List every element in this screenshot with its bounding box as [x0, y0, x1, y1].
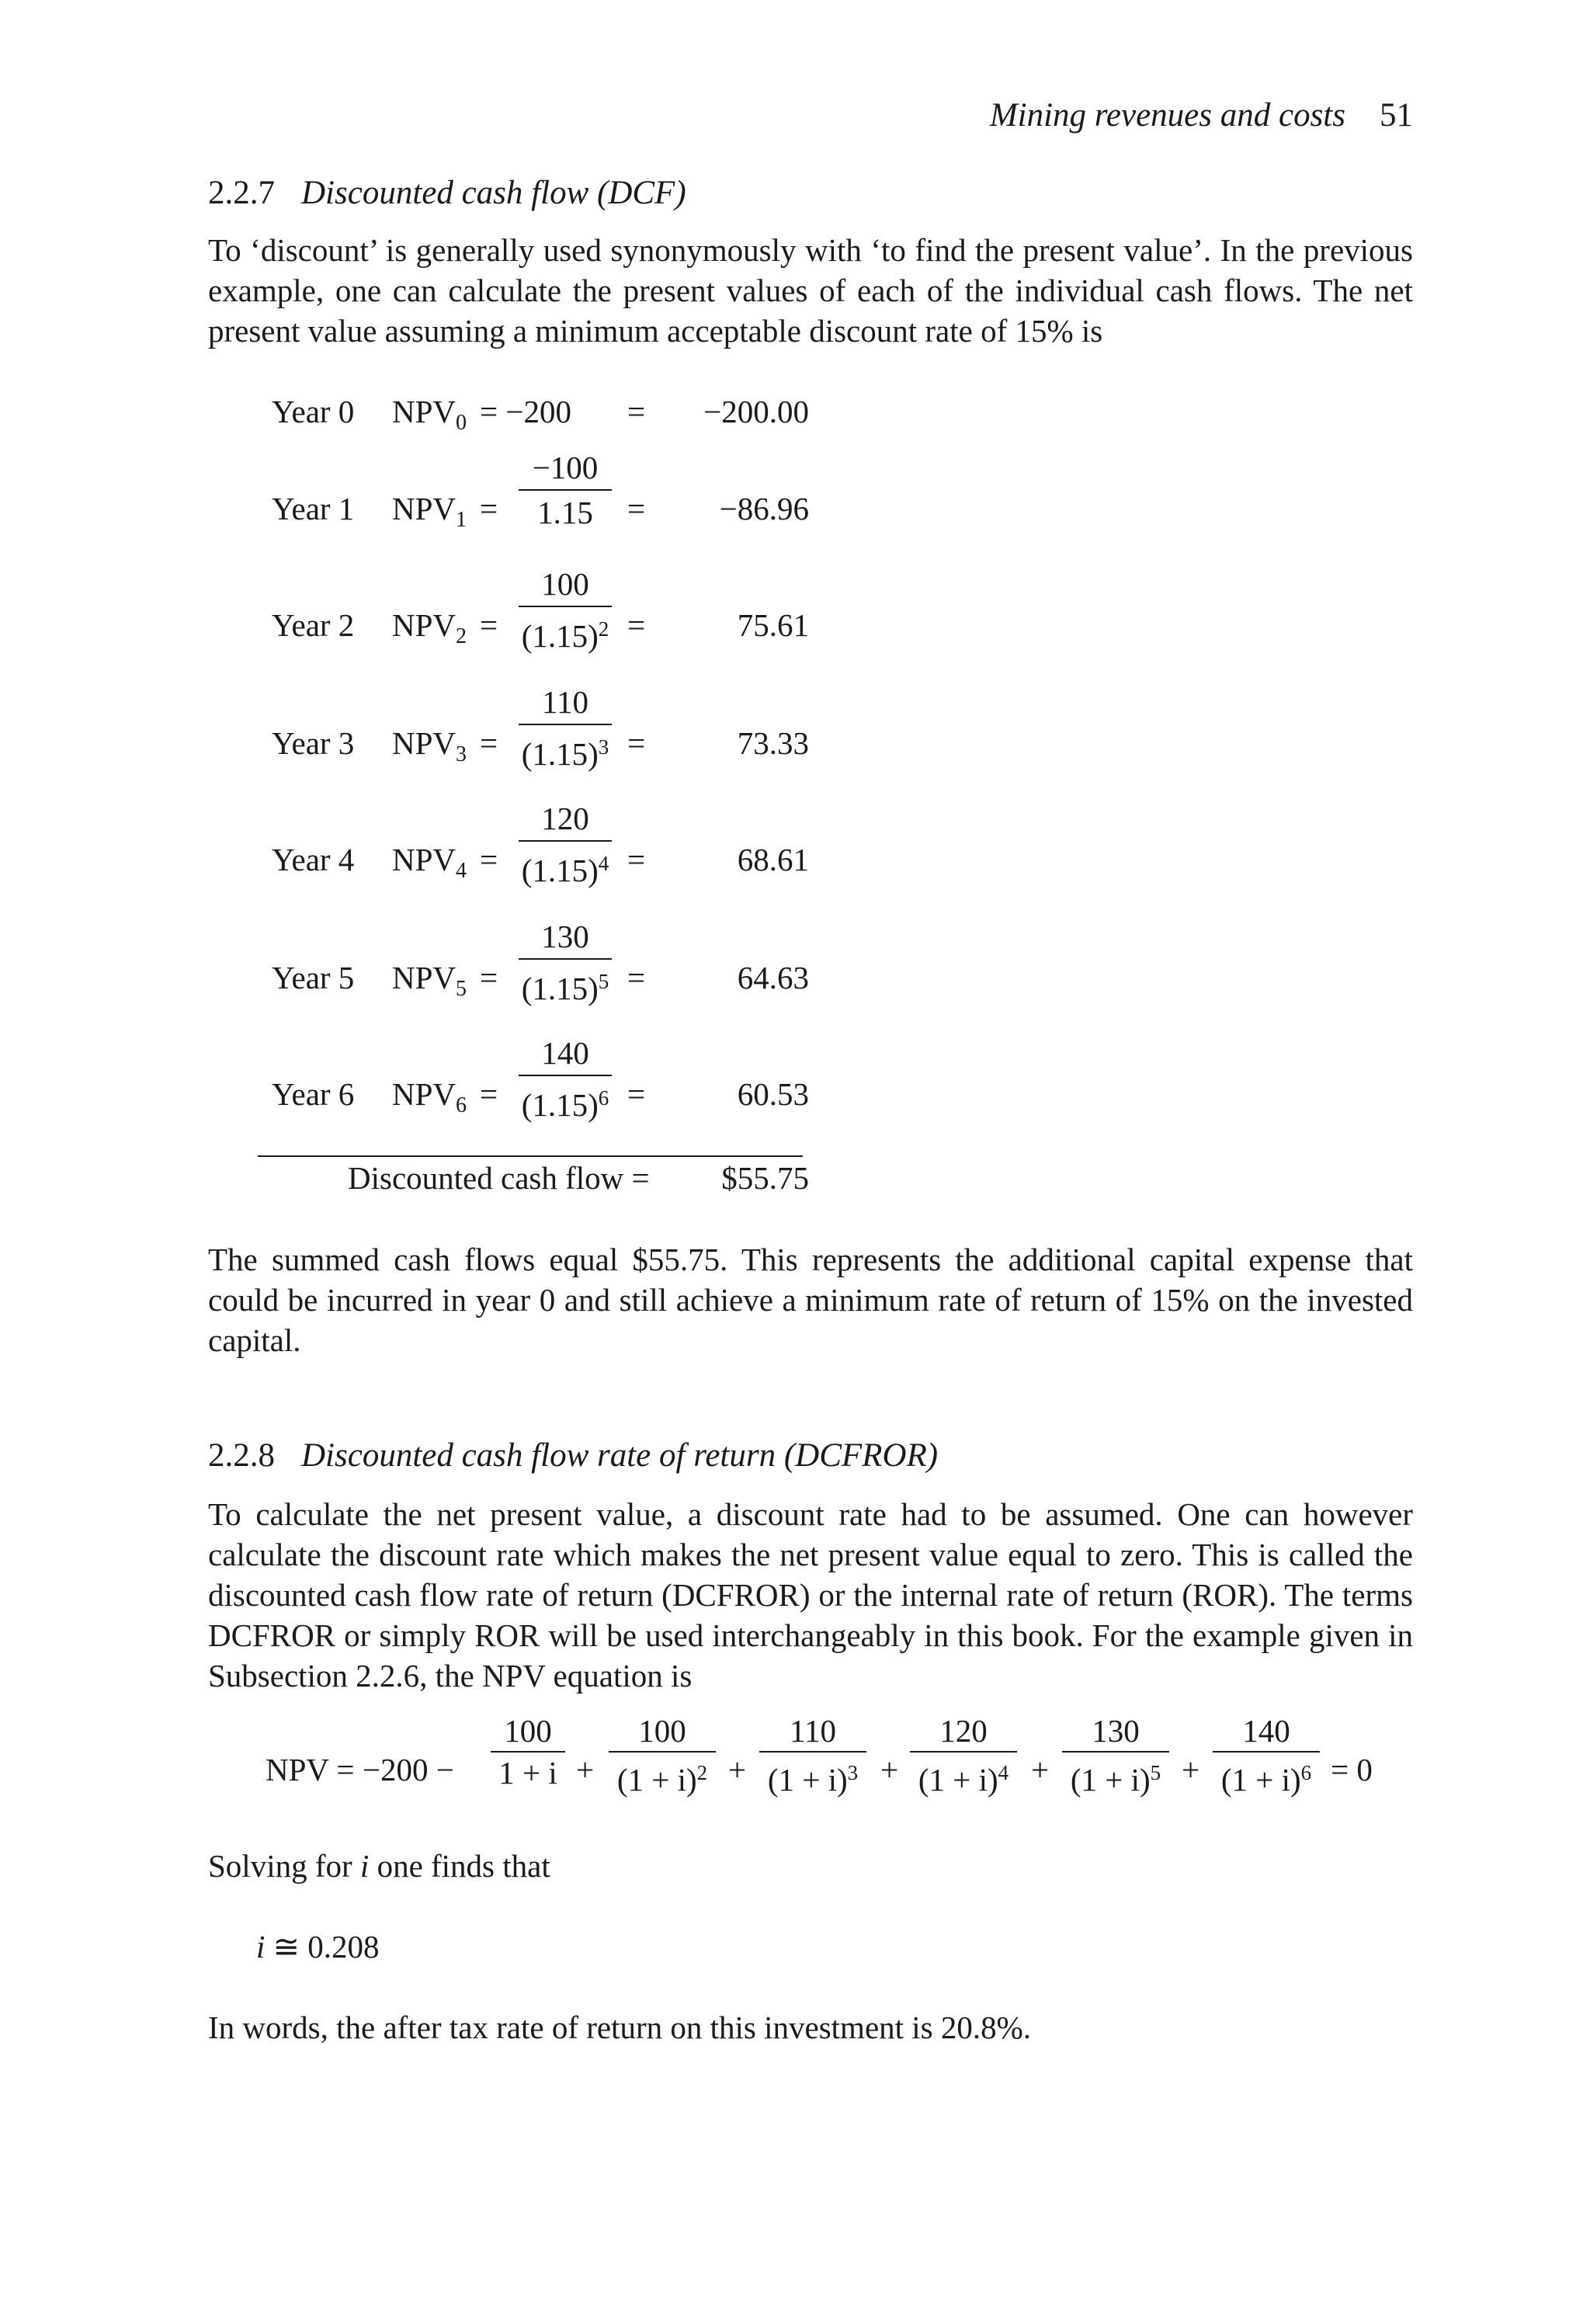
- plus-sign: +: [1182, 1752, 1200, 1787]
- fraction-numerator: 130: [541, 919, 589, 954]
- npv-term-fraction: [1062, 1711, 1169, 1799]
- row-year-label: Year 1: [272, 491, 355, 526]
- row-fraction: [519, 682, 612, 774]
- section-title: Discounted cash flow (DCF): [301, 175, 686, 211]
- fraction-numerator: −100: [532, 450, 599, 485]
- term-bar: [759, 1751, 866, 1753]
- term-numerator: 130: [1092, 1713, 1140, 1749]
- paragraph-dcf-intro: To ‘discount’ is generally used synonymously with ‘to find the present value’. In the previous example, one can calculate the present values of each of the individual cash flows. The net present value assuming a minimum acceptable discount rate of 15% is: [208, 232, 1413, 349]
- fraction-numerator: 110: [542, 684, 588, 720]
- term-numerator: 120: [939, 1713, 988, 1749]
- term-exponent: 5: [1150, 1761, 1161, 1784]
- row-npv-label: [392, 840, 467, 884]
- paragraph-summed: The summed cash flows equal $55.75. This represents the additional capital expense that could be incurred in year 0 and still achieve a minimum rate of return of 15% on the invested capital.: [208, 1242, 1413, 1358]
- denominator-exponent: 2: [598, 617, 609, 641]
- term-exponent: 2: [696, 1761, 708, 1784]
- fraction-denominator: (1.15): [521, 853, 599, 888]
- term-denominator: (1 + i): [1220, 1762, 1301, 1798]
- row-fraction: [519, 1033, 612, 1125]
- page-number: 51: [1380, 97, 1413, 134]
- npv-subscript: 0: [456, 411, 467, 436]
- row-equals-sign-2: =: [627, 725, 646, 761]
- table-total-rule: [258, 1155, 803, 1157]
- row-equals-sign-2: =: [627, 491, 646, 526]
- row-result: 73.33: [737, 725, 809, 761]
- row-equals-sign-2: =: [627, 1076, 646, 1112]
- npv-text: NPV: [392, 607, 457, 643]
- denominator-exponent: 4: [598, 852, 609, 875]
- term-numerator: 100: [504, 1713, 552, 1749]
- row-equals-sign: =: [480, 842, 498, 877]
- term-exponent: 6: [1300, 1761, 1312, 1784]
- term-bar: [491, 1751, 565, 1753]
- npv-term-fraction: [759, 1711, 866, 1799]
- denominator-exponent: 3: [598, 735, 609, 759]
- solution-value: ≅ 0.208: [273, 1929, 380, 1964]
- term-denominator: (1 + i): [767, 1762, 848, 1798]
- section-heading-2-2-8: [208, 1435, 938, 1477]
- fraction-denominator: (1.15): [521, 971, 599, 1006]
- row-fraction: [519, 447, 612, 533]
- row-result: −86.96: [719, 491, 809, 526]
- row-npv-label: [392, 392, 467, 436]
- row-npv-label: [392, 606, 467, 650]
- term-denominator: 1 + i: [498, 1755, 557, 1791]
- npv-subscript: 4: [456, 859, 467, 884]
- row-npv-label: [392, 724, 467, 768]
- solving-post: one finds that: [369, 1848, 550, 1884]
- section-title: Discounted cash flow rate of return (DCFROR): [301, 1437, 939, 1474]
- npv-term-fraction: [491, 1711, 565, 1792]
- row-equals-sign: =: [480, 607, 498, 643]
- fraction-bar: [519, 1075, 612, 1076]
- solution-equation: [256, 1927, 380, 1967]
- section-number: 2.2.7: [208, 175, 275, 211]
- term-denominator: (1 + i): [918, 1762, 998, 1798]
- row-year-label: Year 4: [272, 842, 355, 877]
- fraction-bar: [519, 724, 612, 725]
- plus-sign: +: [880, 1752, 899, 1787]
- row-result: 60.53: [737, 1076, 809, 1112]
- npv-subscript: 6: [456, 1093, 467, 1118]
- fraction-bar: [519, 606, 612, 607]
- term-numerator: 100: [638, 1713, 686, 1749]
- row-equals-sign-2: =: [627, 394, 646, 429]
- term-numerator: 140: [1242, 1713, 1290, 1749]
- row-fraction: [519, 798, 612, 891]
- term-denominator: (1 + i): [1070, 1762, 1151, 1798]
- fraction-bar: [519, 489, 612, 491]
- term-bar: [609, 1751, 716, 1753]
- denominator-exponent: 5: [598, 970, 609, 993]
- npv-text: NPV: [392, 725, 457, 761]
- total-label: Discounted cash flow =: [348, 1160, 650, 1196]
- fraction-denominator: 1.15: [537, 495, 593, 530]
- row-result: 64.63: [737, 960, 809, 995]
- row-year-label: Year 5: [272, 960, 355, 995]
- row-equals-sign-2: =: [627, 960, 646, 995]
- row-fraction: [519, 564, 612, 656]
- row-equals-sign: =: [480, 1076, 498, 1112]
- row-year-label: Year 3: [272, 725, 355, 761]
- plus-sign: +: [576, 1752, 595, 1787]
- row-npv-label: [392, 958, 467, 1002]
- plus-sign: +: [728, 1752, 747, 1787]
- row-equals-sign-2: =: [627, 607, 646, 643]
- term-numerator: 110: [790, 1713, 836, 1749]
- row-expression: = −200: [480, 394, 571, 429]
- solving-var: i: [359, 1848, 370, 1884]
- solving-pre: Solving for: [208, 1848, 360, 1884]
- row-equals-sign: =: [480, 725, 498, 761]
- npv-eq-tail: = 0: [1331, 1752, 1373, 1787]
- term-exponent: 3: [847, 1761, 859, 1784]
- section-heading-2-2-7: [208, 172, 686, 214]
- npv-text: NPV: [392, 491, 457, 526]
- row-result: 68.61: [737, 842, 809, 877]
- solving-text: [208, 1846, 550, 1886]
- fraction-bar: [519, 840, 612, 842]
- running-head-title: Mining revenues and costs: [989, 97, 1345, 134]
- row-npv-label: [392, 1075, 467, 1119]
- running-head: [990, 95, 1413, 137]
- term-bar: [910, 1751, 1017, 1753]
- row-result: 75.61: [737, 607, 809, 643]
- plus-sign: +: [1031, 1752, 1050, 1787]
- fraction-bar: [519, 958, 612, 960]
- fraction-numerator: 100: [541, 566, 589, 602]
- row-year-label: Year 6: [272, 1076, 355, 1112]
- npv-term-fraction: [609, 1711, 716, 1799]
- row-result: −200.00: [703, 394, 809, 429]
- term-denominator: (1 + i): [616, 1762, 697, 1798]
- total-value: $55.75: [721, 1160, 809, 1196]
- fraction-numerator: 120: [541, 801, 589, 836]
- row-equals-sign: =: [480, 960, 498, 995]
- npv-subscript: 3: [456, 742, 467, 767]
- paragraph-final: In words, the after tax rate of return on this investment is 20.8%.: [208, 2010, 1032, 2045]
- term-exponent: 4: [998, 1761, 1009, 1784]
- section-number: 2.2.8: [208, 1437, 275, 1474]
- npv-subscript: 2: [456, 624, 467, 649]
- npv-text: NPV: [392, 394, 457, 429]
- paragraph-dcfror-intro: To calculate the net present value, a discount rate had to be assumed. One can however calculate the discount rate which makes the net present value equal to zero. This is called the discounted cash flow rate of return (DCFROR) or the internal rate of return (ROR). The terms DCFROR or simply ROR will be used interchangeably in this book. For the example given in Subsection 2.2.6, the NPV equation is: [208, 1496, 1413, 1693]
- fraction-numerator: 140: [541, 1035, 589, 1071]
- npv-subscript: 5: [456, 977, 467, 1002]
- fraction-denominator: (1.15): [521, 618, 599, 654]
- denominator-exponent: 6: [598, 1086, 609, 1110]
- npv-term-fraction: [1213, 1711, 1320, 1799]
- row-year-label: Year 0: [272, 394, 355, 429]
- solution-var: i: [256, 1929, 266, 1964]
- npv-text: NPV: [392, 1076, 457, 1112]
- npv-text: NPV: [392, 960, 457, 995]
- npv-text: NPV: [392, 842, 457, 877]
- row-equals-sign-2: =: [627, 842, 646, 877]
- npv-term-fraction: [910, 1711, 1017, 1799]
- row-equals-sign: =: [480, 491, 498, 526]
- row-fraction: [519, 916, 612, 1009]
- row-npv-label: [392, 489, 467, 533]
- npv-eq-lead: NPV = −200 −: [266, 1752, 454, 1787]
- fraction-denominator: (1.15): [521, 736, 599, 772]
- fraction-denominator: (1.15): [521, 1087, 599, 1123]
- term-bar: [1062, 1751, 1169, 1753]
- term-bar: [1213, 1751, 1320, 1753]
- npv-subscript: 1: [456, 508, 467, 533]
- row-year-label: Year 2: [272, 607, 355, 643]
